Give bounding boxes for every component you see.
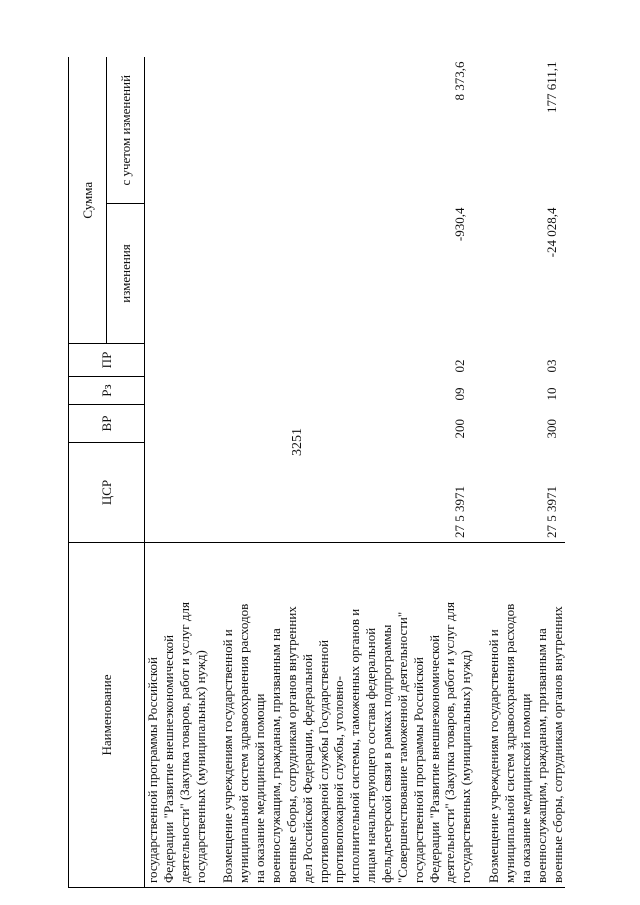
row-name-line: муниципальной систем здравоохранения расходов: [502, 603, 518, 883]
header-pr: ПР: [69, 344, 145, 377]
header-vr: ВР: [69, 405, 145, 443]
row-change: [145, 204, 209, 344]
row-pr: 03: [543, 359, 559, 373]
row-rz: 09: [452, 387, 468, 401]
row-vr: 300: [543, 419, 559, 439]
table-row: [208, 58, 474, 888]
row-name-line: лицам начальствующего состава федеральной: [363, 627, 379, 883]
header-change: изменения: [107, 204, 145, 344]
row-name-line: деятельности" (Закупка товаров, работ и услуг для: [176, 602, 192, 883]
header-sum: Сумма: [69, 58, 107, 344]
row-name-line: государственных (муниципальных) нужд): [458, 650, 474, 883]
row-name-line: военнослужащим, гражданам, призванным на: [268, 628, 284, 883]
row-name-line: противопожарной службы, уголовно-: [331, 675, 347, 883]
row-name-line: исполнительной системы, таможенных органов и: [347, 608, 363, 883]
row-vr: 200: [452, 419, 468, 439]
header-with-change: с учетом изменений: [107, 58, 145, 204]
page-number: 3251: [290, 428, 305, 456]
row-name-line: военные сборы, сотрудникам органов внутренних: [549, 606, 565, 883]
table-body: [145, 58, 566, 888]
header-name: Наименование: [69, 543, 145, 888]
row-vr: [145, 405, 209, 443]
budget-table: [68, 58, 565, 889]
row-name-line: государственной программы Российской: [145, 657, 160, 883]
row-name-line: фельдъегерской связи в рамках подпрограммы: [379, 624, 395, 883]
row-pr: 02: [452, 359, 468, 373]
row-change: -24 028,4: [543, 207, 559, 258]
row-name-line: муниципальной систем здравоохранения расходов: [236, 603, 252, 883]
row-name-line: на оказание медицинской помощи: [517, 693, 533, 883]
row-change: -930,4: [452, 207, 468, 242]
row-csr: [145, 443, 209, 543]
row-csr: 27 5 3971: [543, 486, 559, 538]
header-rz: Рз: [69, 377, 145, 405]
row-name-line: военнослужащим, гражданам, призванным на: [533, 628, 549, 883]
row-pr: [145, 344, 209, 377]
row-name: [474, 543, 565, 888]
row-name-line: Возмещение учреждениям государственной и: [220, 629, 236, 883]
row-name: [208, 543, 474, 888]
table-row: [145, 58, 209, 888]
header-csr: ЦСР: [69, 443, 145, 543]
row-with-change: [145, 58, 209, 204]
row-name-line: военные сборы, сотрудникам органов внутренних: [283, 606, 299, 883]
row-name-line: государственной программы Российской: [410, 657, 426, 883]
row-name-line: Федерации "Развитие внешнеэкономической: [426, 634, 442, 883]
row-name-line: Федерации "Развитие внешнеэкономической: [160, 634, 176, 883]
row-name-line: деятельности" (Закупка товаров, работ и услуг для: [442, 602, 458, 883]
row-with-change: 8 373,6: [452, 61, 468, 101]
row-with-change: 177 611,1: [543, 61, 559, 114]
rotated-page-content: [68, 58, 608, 888]
row-name-line: "Совершенствование таможенной деятельности": [394, 611, 410, 883]
row-name: [145, 543, 209, 888]
row-rz: [145, 377, 209, 405]
row-name-line: на оказание медицинской помощи: [252, 693, 268, 883]
row-name-line: дел Российской Федерации, федеральной: [299, 654, 315, 883]
table-row: [474, 58, 565, 888]
row-name-line: государственных (муниципальных) нужд): [192, 650, 208, 883]
row-name-line: Возмещение учреждениям государственной и: [486, 629, 502, 883]
table-header: [69, 58, 145, 888]
row-rz: 10: [543, 387, 559, 401]
row-csr: 27 5 3971: [452, 486, 468, 538]
row-name-line: противопожарной службы Государственной: [315, 639, 331, 883]
